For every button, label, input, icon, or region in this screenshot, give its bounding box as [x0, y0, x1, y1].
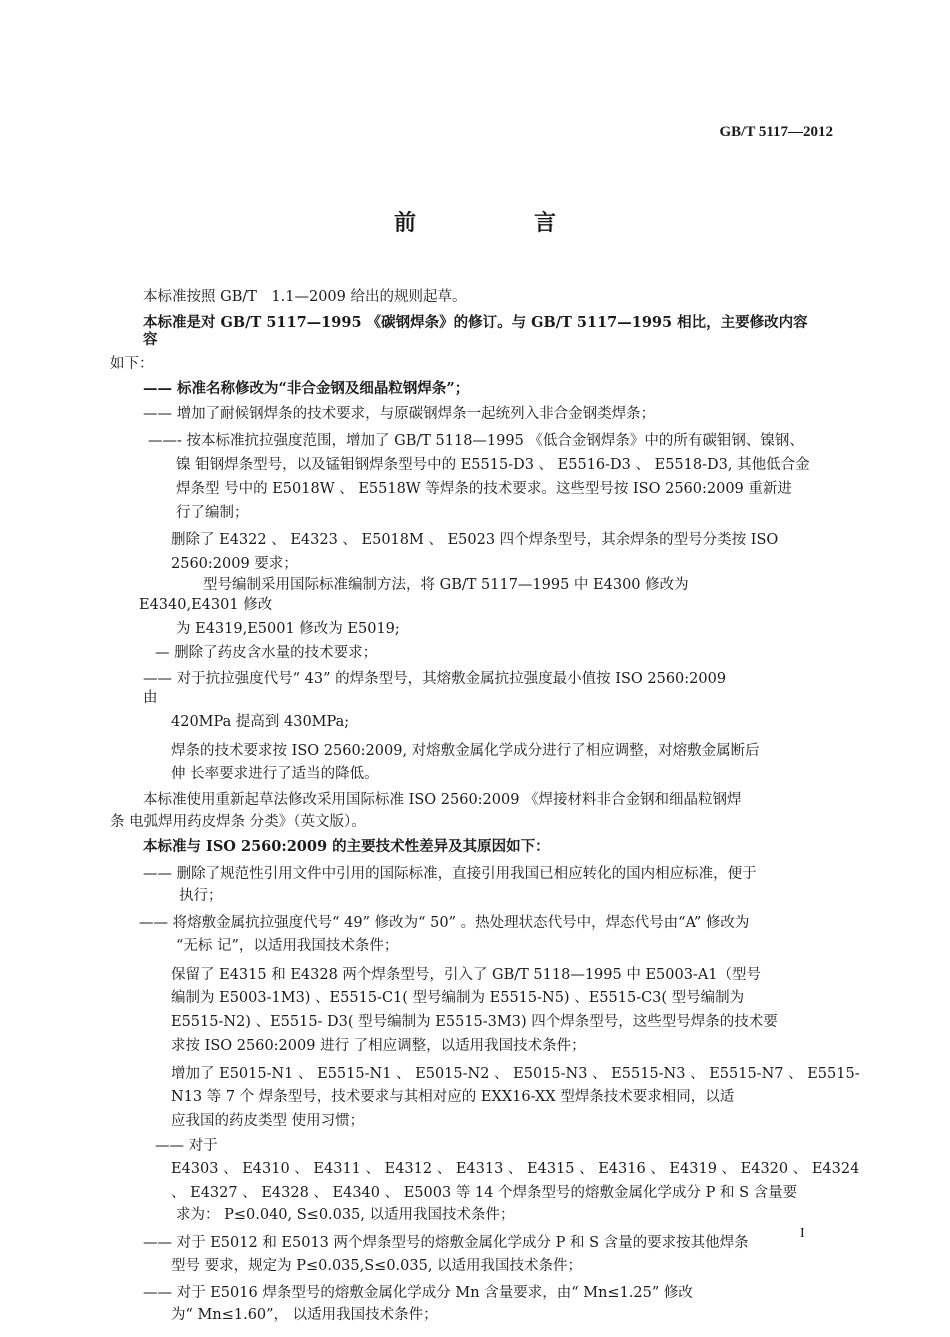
- text-line: —— 标准名称修改为“非合金钢及细晶粒钢焊条”；: [143, 380, 470, 397]
- text-line: 型号 要求，规定为 P≤0.035,S≤0.035, 以适用我国技术条件；: [171, 1258, 583, 1274]
- text-line: —— 将熔敷金属抗拉强度代号“ 49” 修改为“ 50” 。热处理状态代号中，焊态代号由“A” 修改为: [139, 915, 750, 931]
- text-line: 焊条型 号中的 E5018W 、 E5518W 等焊条的技术要求。这些型号按 ISO 2560:2009 重新进: [176, 481, 792, 497]
- text-line: E5515-N2) 、E5515- D3( 型号编制为 E5515-3M3) 四个焊条型号，这些型号焊条的技术要: [171, 1014, 778, 1030]
- text-line: 焊条的技术要求按 ISO 2560:2009, 对熔敷金属化学成分进行了相应调整，对熔敷金属断后: [171, 743, 760, 759]
- page-title: 前 言: [393, 210, 604, 236]
- text-line: 求按 ISO 2560:2009 进行 了相应调整，以适用我国技术条件；: [171, 1038, 586, 1054]
- text-line: 容: [143, 331, 158, 348]
- text-line: E4303 、 E4310 、 E4311 、 E4312 、 E4313 、 E4315 、 E4316 、 E4319 、 E4320 、 E4324: [171, 1161, 860, 1177]
- text-line: 本标准按照 GB/T 1.1—2009 给出的规则起草。: [143, 289, 467, 305]
- text-line: 应我国的药皮类型 使用习惯；: [171, 1113, 365, 1129]
- text-line: 420MPa 提高到 430MPa;: [171, 714, 350, 730]
- text-line: 求为： P≤0.040, S≤0.035, 以适用我国技术条件；: [176, 1207, 515, 1223]
- text-line: —— 对于: [155, 1138, 218, 1154]
- text-line: —— 对于 E5016 焊条型号的熔敷金属化学成分 Mn 含量要求，由“ Mn≤1.25” 修改: [143, 1285, 693, 1301]
- text-line: 型号编制采用国际标准编制方法，将 GB/T 5117—1995 中 E4300 修改为: [203, 577, 689, 593]
- text-line: 行了编制；: [176, 505, 249, 521]
- text-line: 编制为 E5003-1M3) 、E5515-C1( 型号编制为 E5515-N5) 、E5515-C3( 型号编制为: [171, 990, 745, 1006]
- text-line: ——- 按本标准抗拉强度范围，增加了 GB/T 5118—1995 《低合金钢焊条》中的所有碳钼钢、镍钢、: [148, 433, 804, 449]
- text-line: E4340,E4301 修改: [139, 597, 273, 613]
- text-line: 本标准与 ISO 2560:2009 的主要技术性差异及其原因如下：: [143, 838, 550, 855]
- standard-number: GB/T 5117—2012: [719, 124, 833, 140]
- text-line: 由: [143, 690, 158, 706]
- text-line: 镍 钼钢焊条型号，以及锰钼钢焊条型号中的 E5515-D3 、 E5516-D3 、 E5518-D3, 其他低合金: [176, 457, 810, 473]
- text-line: 条 电弧焊用药皮焊条 分类》（英文版）。: [110, 814, 366, 830]
- text-line: —— 对于 E5012 和 E5013 两个焊条型号的熔敷金属化学成分 P 和 S 含量的要求按其他焊条: [143, 1235, 749, 1251]
- text-line: 、 E4327 、 E4328 、 E4340 、 E5003 等 14 个焊条型号的熔敷金属化学成分 P 和 S 含量要: [171, 1185, 798, 1201]
- text-line: 删除了 E4322 、 E4323 、 E5018M 、 E5023 四个焊条型号，其余焊条的型号分类按 ISO: [171, 532, 779, 548]
- text-line: —— 删除了规范性引用文件中引用的国际标准，直接引用我国已相应转化的国内相应标准，便于: [143, 866, 757, 882]
- text-line: 本标准使用重新起草法修改采用国际标准 ISO 2560:2009 《焊接材料非合金钢和细晶粒钢焊: [143, 792, 742, 808]
- text-line: 本标准是对 GB/T 5117—1995 《碳钢焊条》的修订。与 GB/T 5117—1995 相比，主要修改内容: [143, 314, 808, 331]
- text-line: 为 E4319,E5001 修改为 E5019;: [176, 621, 400, 637]
- text-line: 执行；: [179, 888, 223, 904]
- page-number: I: [800, 1226, 805, 1241]
- text-line: 伸 长率要求进行了适当的降低。: [171, 766, 379, 782]
- text-line: N13 等 7 个 焊条型号，技术要求与其相对应的 EXX16-XX 型焊条技术要求相同，以适: [171, 1089, 735, 1105]
- text-line: 如下：: [110, 356, 154, 372]
- text-line: — 删除了药皮含水量的技术要求；: [155, 645, 378, 661]
- text-line: 保留了 E4315 和 E4328 两个焊条型号，引入了 GB/T 5118—1995 中 E5003-A1（型号: [171, 967, 762, 983]
- text-line: 为“ Mn≤1.60”， 以适用我国技术条件；: [171, 1307, 438, 1323]
- text-line: “无标 记”，以适用我国技术条件；: [176, 938, 399, 954]
- text-line: —— 增加了耐候钢焊条的技术要求，与原碳钢焊条一起统列入非合金钢类焊条；: [143, 406, 656, 422]
- text-line: 2560:2009 要求；: [171, 556, 298, 572]
- text-line: —— 对于抗拉强度代号“ 43” 的焊条型号，其熔敷金属抗拉强度最小值按 ISO 2560:2009: [143, 671, 727, 687]
- text-line: 增加了 E5015-N1 、 E5515-N1 、 E5015-N2 、 E5015-N3 、 E5515-N3 、 E5515-N7 、 E5515-: [171, 1066, 860, 1082]
